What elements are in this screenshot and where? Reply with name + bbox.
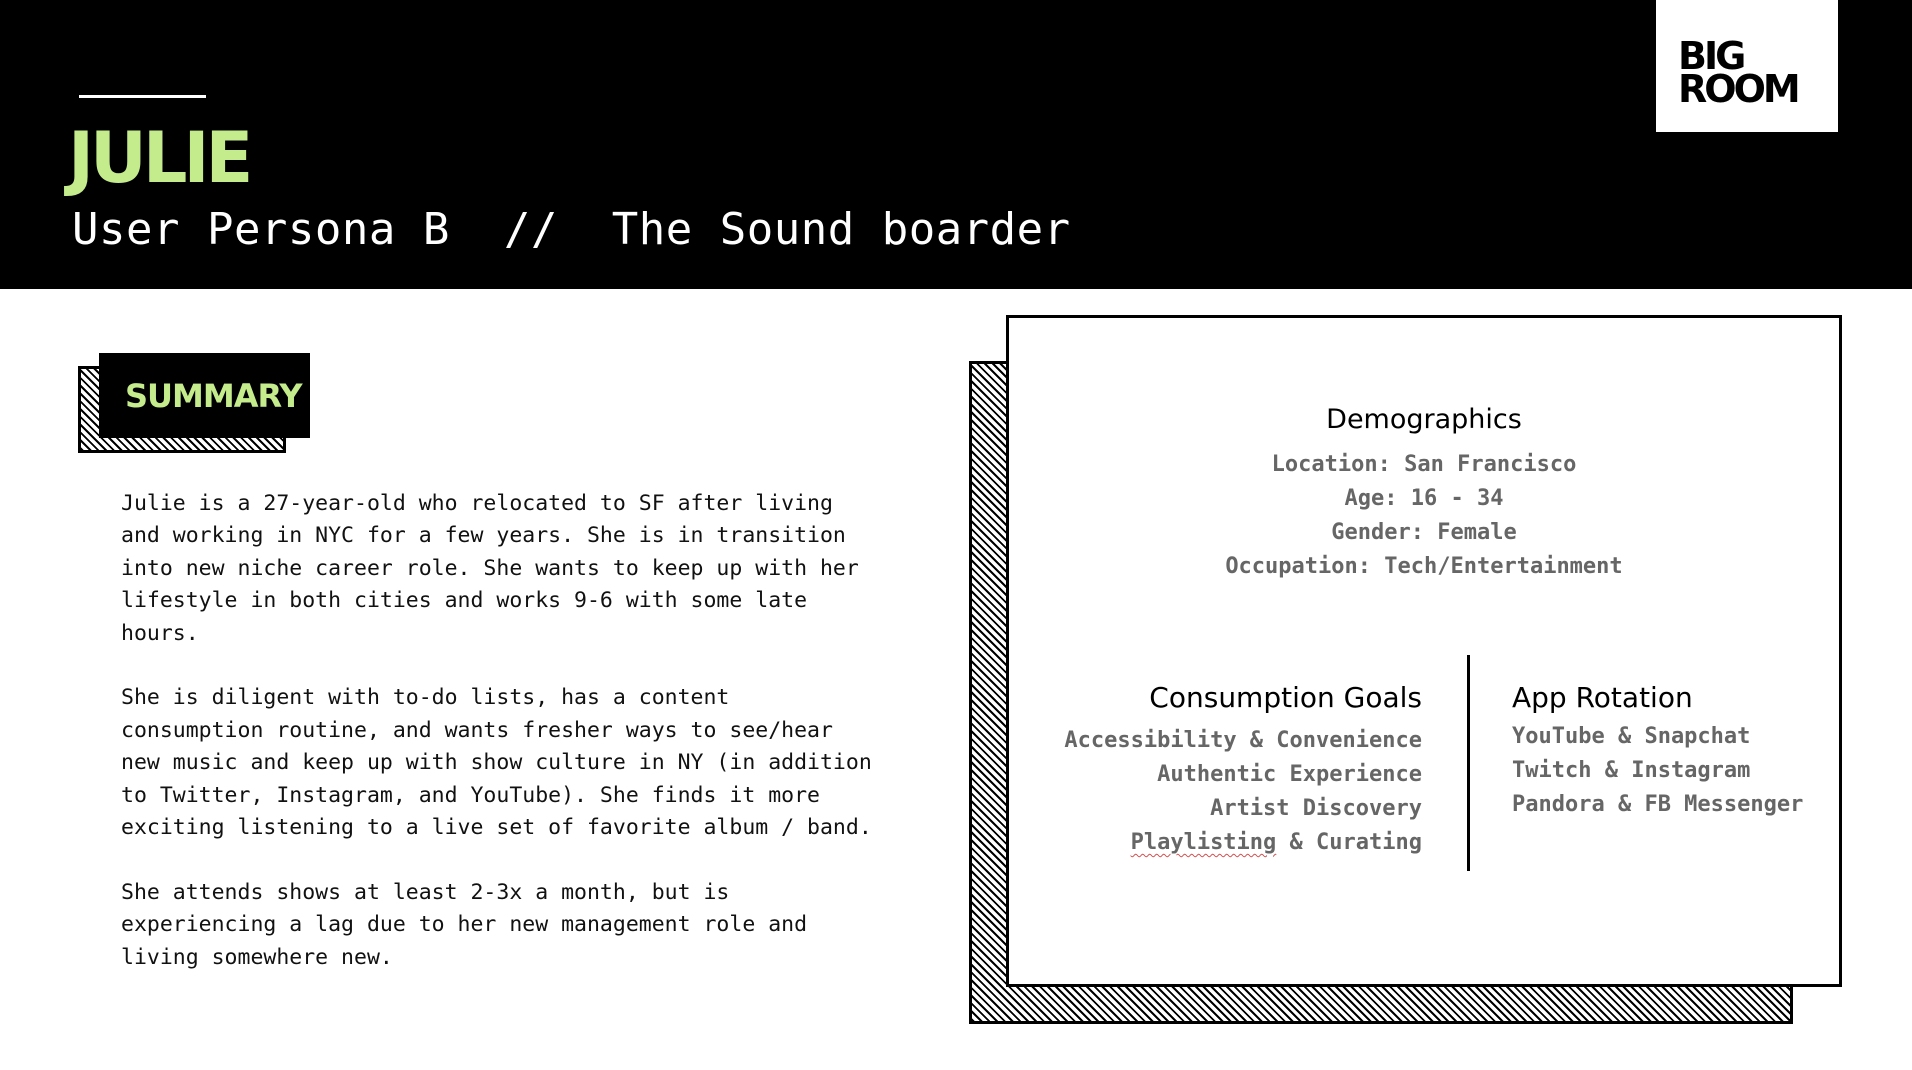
consumption-goals-list (1064, 724, 1422, 860)
persona-subtitle: User Persona B // The Sound boarder (72, 204, 1071, 255)
app-rotation-item: YouTube & Snapchat (1512, 724, 1751, 749)
persona-name: JULIE (68, 117, 250, 199)
consumption-goal-item: Artist Discovery (1210, 796, 1422, 821)
app-rotation-item: Twitch & Instagram (1512, 758, 1751, 783)
demographics-item: Occupation: Tech/Entertainment (1225, 554, 1623, 579)
logo-line-2: ROOM (1678, 67, 1798, 111)
info-card (1006, 315, 1842, 987)
header-rule (79, 95, 206, 98)
demographics-item: Gender: Female (1331, 520, 1517, 545)
summary-paragraph: She attends shows at least 2-3x a month, but is experiencing a lag due to her new management role and living somewhere new. (121, 879, 808, 970)
demographics-list (1009, 448, 1839, 584)
summary-paragraph: She is diligent with to-do lists, has a content consumption routine, and wants fresher ways to see/hear new music and keep up with show culture in NY (in addition to Twitter, Instagram, and YouTube). She finds it more exciting listening to a live set of favorite album / band. (121, 685, 872, 841)
demographics-title: Demographics (1326, 404, 1522, 435)
logo-text (1678, 34, 1798, 111)
logo-line-1: BIG (1678, 34, 1744, 78)
big-room-logo (1656, 0, 1838, 132)
consumption-goal-rest: & Curating (1276, 830, 1422, 855)
app-rotation-title: App Rotation (1512, 681, 1693, 714)
consumption-goal-item: Accessibility & Convenience (1064, 728, 1422, 753)
consumption-goal-item (1064, 826, 1422, 860)
demographics-item: Age: 16 - 34 (1344, 486, 1504, 511)
summary-label: SUMMARY (125, 377, 302, 415)
app-rotation-item: Pandora & FB Messenger (1512, 792, 1804, 817)
app-rotation-list (1512, 720, 1803, 822)
consumption-goals-title: Consumption Goals (1149, 681, 1422, 714)
header-banner (0, 0, 1912, 289)
demographics-item: Location: San Francisco (1271, 452, 1577, 477)
consumption-goal-item: Authentic Experience (1157, 762, 1422, 787)
summary-paragraph: Julie is a 27-year-old who relocated to SF after living and working in NYC for a few years. She is in transition into new niche career role. She wants to keep up with her lifestyle in both cities and works 9-6 with some late hours. (121, 491, 859, 646)
spellcheck-word: Playlisting (1130, 830, 1277, 855)
summary-body (121, 488, 881, 1006)
summary-label-box (99, 353, 310, 438)
column-divider (1467, 655, 1470, 871)
